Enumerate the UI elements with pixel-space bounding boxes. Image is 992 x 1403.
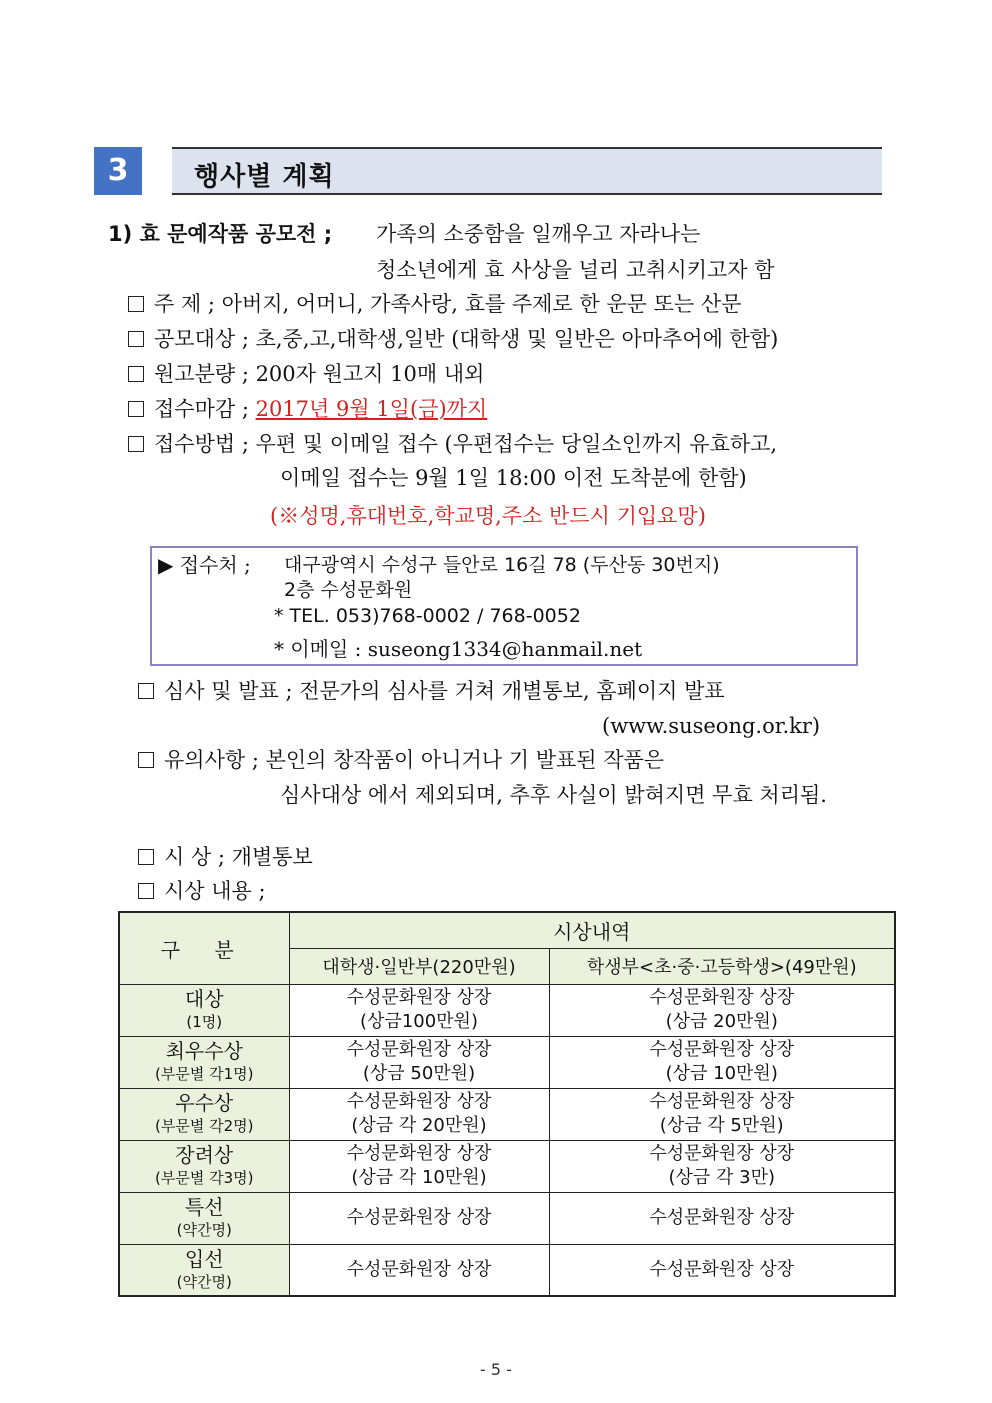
category-name: 대상 [184,987,224,1011]
award-title: 수성문화원장 상장 [346,1091,492,1112]
item-deadline-label: 접수마감 ; [154,397,249,421]
cell-col2 [549,1140,895,1192]
cell-col2 [549,1244,895,1296]
checkbox-icon [128,296,144,312]
award-prize: (상금 각 20만원) [351,1115,487,1136]
table-row [119,1192,895,1244]
cell-col1 [289,1140,549,1192]
cell-col2 [549,1036,895,1088]
award-prize: (상금 각 5만원) [659,1115,784,1136]
cell-col1 [289,1192,549,1244]
section-number-badge: 3 [94,147,142,195]
item-deadline [128,395,487,423]
award-title: 수성문화원장 상장 [649,1091,795,1112]
item-judging-line1: 심사 및 발표 ; 전문가의 심사를 거쳐 개별통보, 홈페이지 발표 [164,679,725,703]
table-row [119,1036,895,1088]
checkbox-icon [128,436,144,452]
checkbox-icon [128,366,144,382]
contact-address-line2: 2층 수성문화원 [284,579,413,601]
contact-email: * 이메일 : suseong1334@hanmail.net [274,637,643,661]
item-judging [138,677,725,705]
section-title-bar [172,147,882,195]
row-category [119,984,289,1036]
contact-box [150,546,858,666]
item-award-contents [138,877,266,905]
item-length-text: 원고분량 ; 200자 원고지 10매 내외 [154,362,485,386]
table-header-col1: 대학생·일반부(220만원) [289,948,549,984]
table-row [119,1244,895,1296]
item-deadline-value: 2017년 9월 1일(금)까지 [255,397,488,421]
cell-col1 [289,984,549,1036]
contact-address-line1: 대구광역시 수성구 들안로 16길 78 (두산동 30번지) [284,554,720,576]
category-name: 최우수상 [165,1039,243,1063]
item-length [128,360,484,388]
table-header-category: 구 분 [119,912,289,984]
checkbox-icon [128,331,144,347]
cell-col2 [549,1192,895,1244]
item-method-line1: 접수방법 ; 우편 및 이메일 접수 (우편접수는 당일소인까지 유효하고, [154,432,778,456]
checkbox-icon [138,849,154,865]
contact-phone: * TEL. 053)768-0002 / 768-0052 [274,605,581,627]
cell-col2 [549,1088,895,1140]
cell-col1 [289,1036,549,1088]
category-count: (1명) [186,1013,223,1031]
awards-table [118,911,896,1297]
award-prize: (상금 10만원) [665,1063,778,1084]
award-prize: (상금 각 3만) [668,1167,775,1188]
required-info-notice: (※성명,휴대번호,학교명,주소 반드시 기입요망) [270,504,706,528]
award-title: 수성문화원장 상장 [649,1207,795,1228]
award-title: 수성문화원장 상장 [649,1258,795,1280]
category-count: (부문별 각3명) [155,1169,254,1187]
table-row [119,984,895,1036]
item-target-text: 공모대상 ; 초,중,고,대학생,일반 (대학생 및 일반은 아마추어에 한함) [154,327,779,351]
category-name: 입선 [184,1246,224,1271]
award-title: 수성문화원장 상장 [346,987,492,1008]
row-category [119,1036,289,1088]
table-row [119,1088,895,1140]
row-category [119,1088,289,1140]
row-category [119,1192,289,1244]
category-name: 장려상 [175,1143,234,1167]
category-name: 특선 [184,1195,224,1219]
category-name: 우수상 [175,1091,234,1115]
checkbox-icon [138,683,154,699]
award-prize: (상금 50만원) [362,1063,476,1084]
item-caution-line1: 유의사항 ; 본인의 창작품이 아니거나 기 발표된 작품은 [164,748,665,772]
row-category [119,1140,289,1192]
checkbox-icon [138,883,154,899]
contest-heading: 1) 효 문예작품 공모전 ; [108,222,333,246]
purpose-line-1: 가족의 소중함을 일깨우고 자라나는 [376,222,701,246]
category-count: (부문별 각1명) [155,1065,254,1083]
award-title: 수성문화원장 상장 [649,1143,795,1164]
category-count: (약간명) [176,1272,232,1291]
award-title: 수성문화원장 상장 [649,1039,795,1060]
award-title: 수성문화원장 상장 [346,1039,492,1060]
award-title: 수성문화원장 상장 [346,1143,492,1164]
table-header-col2: 학생부<초·중·고등학생>(49만원) [549,948,895,984]
item-theme-text: 주 제 ; 아버지, 어머니, 가족사랑, 효를 주제로 한 운문 또는 산문 [154,292,742,316]
item-theme [128,290,741,318]
page-number: - 5 - [480,1360,512,1379]
item-target [128,325,778,353]
cell-col1 [289,1088,549,1140]
award-title: 수성문화원장 상장 [346,1258,492,1280]
award-prize: (상금 각 10만원) [351,1167,487,1188]
item-caution-line2: 심사대상 에서 제외되며, 추후 사실이 밝혀지면 무효 처리됨. [280,783,827,807]
item-award-ceremony-text: 시 상 ; 개별통보 [164,845,313,869]
item-award-contents-text: 시상 내용 ; [164,879,266,903]
award-title: 수성문화원장 상장 [346,1207,492,1228]
table-row [119,1140,895,1192]
cell-col1 [289,1244,549,1296]
item-method-line2: 이메일 접수는 9월 1일 18:00 이전 도착분에 한함) [280,466,747,490]
item-judging-url: (www.suseong.or.kr) [602,714,821,738]
contact-label: ▶ 접수처 ; [158,553,251,577]
row-category [119,1244,289,1296]
award-prize: (상금100만원) [360,1011,478,1032]
section-title: 행사별 계획 [194,162,335,192]
cell-col2 [549,984,895,1036]
checkbox-icon [138,752,154,768]
item-method [128,430,777,458]
award-title: 수성문화원장 상장 [649,987,795,1008]
table-header-awards: 시상내역 [289,912,895,948]
award-prize: (상금 20만원) [665,1011,778,1032]
item-caution [138,746,664,774]
item-award-ceremony [138,843,313,871]
checkbox-icon [128,401,144,417]
category-count: (약간명) [176,1221,232,1239]
category-count: (부문별 각2명) [155,1117,254,1135]
purpose-line-2: 청소년에게 효 사상을 널리 고취시키고자 함 [376,258,775,282]
